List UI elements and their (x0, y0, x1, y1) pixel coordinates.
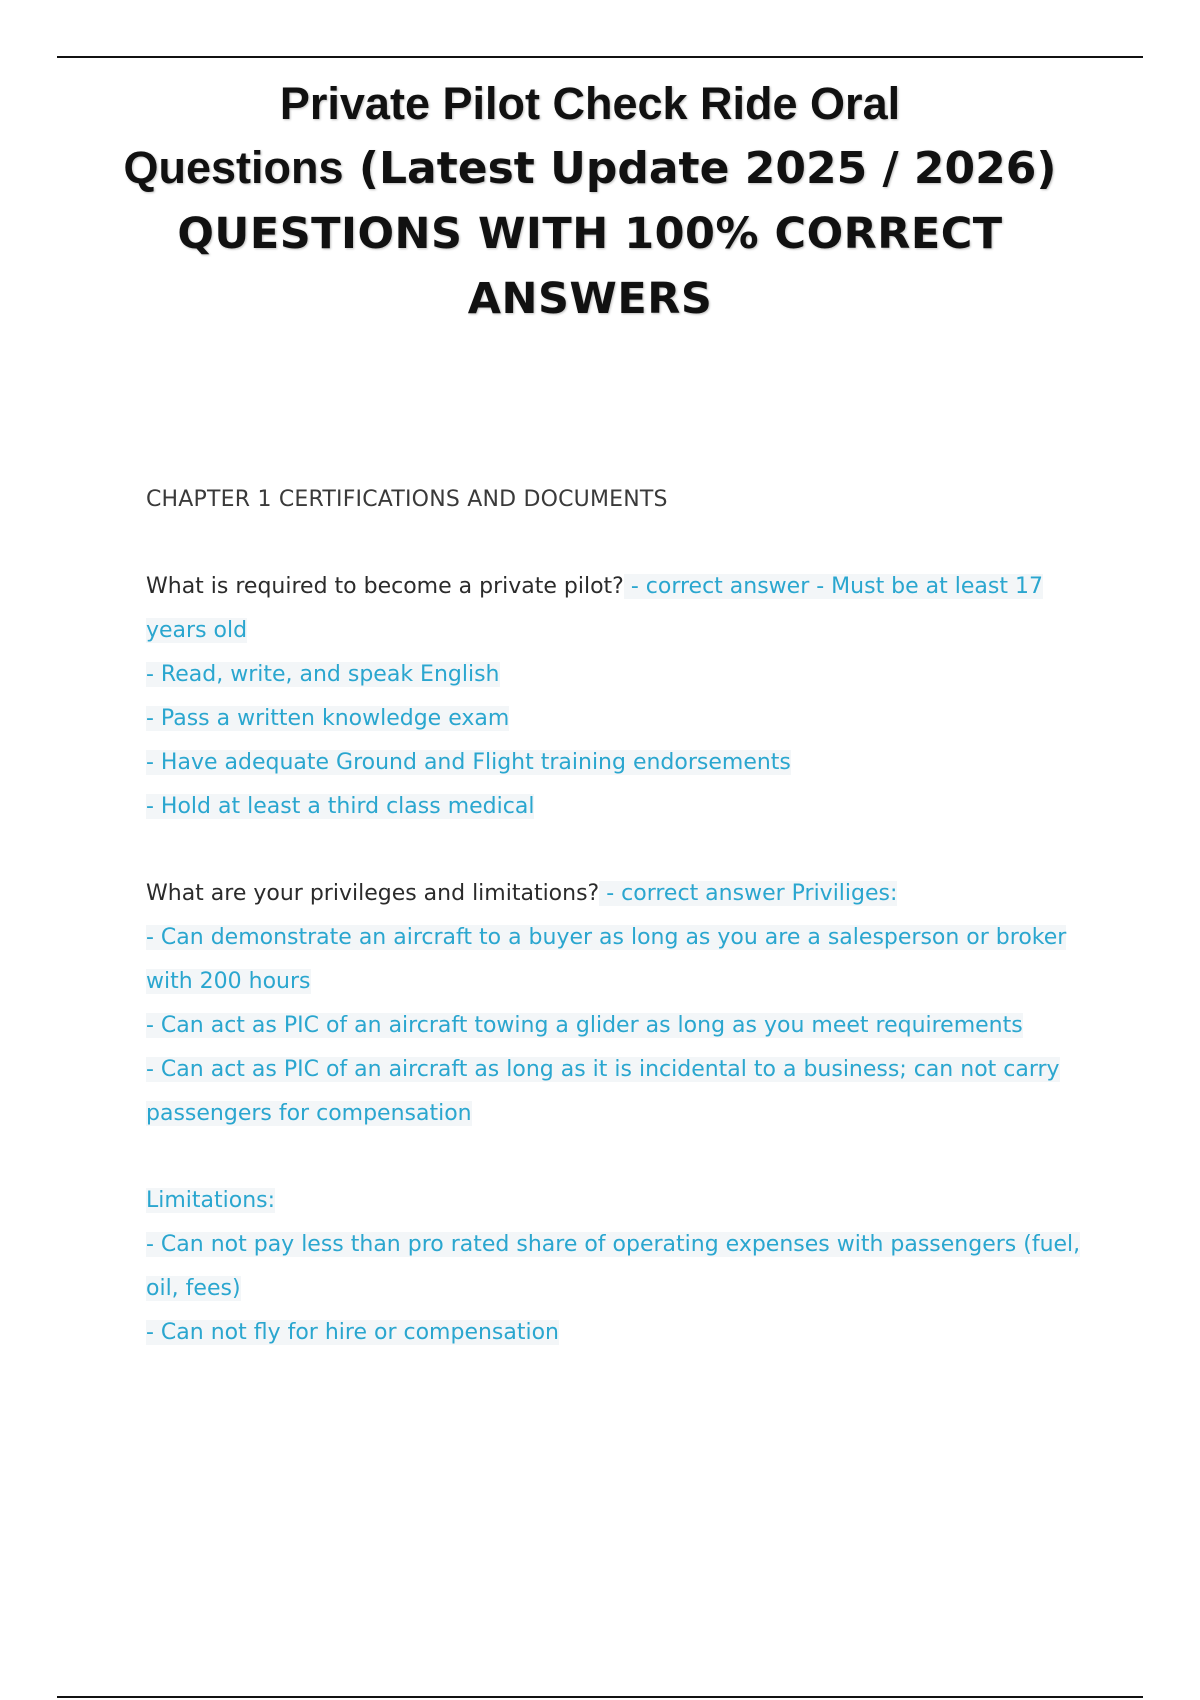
answer-line: - Read, write, and speak English (146, 662, 500, 687)
question-line (146, 565, 1086, 609)
answer-line: oil, fees) (146, 1276, 241, 1301)
answer-line: years old (146, 618, 248, 643)
answer-line: - Pass a written knowledge exam (146, 706, 510, 731)
answer-line: - Can demonstrate an aircraft to a buyer as long as you are a salesperson or broker (146, 925, 1067, 950)
answer-line: - Have adequate Ground and Flight training endorsements (146, 750, 791, 775)
answer-line: passengers for compensation (146, 1101, 472, 1126)
bottom-rule (57, 1696, 1143, 1698)
top-rule (57, 56, 1143, 58)
answer-lead: - correct answer Priviliges: (599, 881, 898, 906)
answer-lead: - correct answer - Must be at least 17 (623, 574, 1043, 599)
chapter-heading: CHAPTER 1 CERTIFICATIONS AND DOCUMENTS (146, 487, 668, 512)
question-text: What are your privileges and limitations? (146, 881, 600, 906)
document-title (110, 72, 1070, 331)
qa-block-privileges (146, 872, 1086, 1136)
limitations-block (146, 1179, 1086, 1355)
limitations-heading-line (146, 1179, 1086, 1223)
answer-line: - Can act as PIC of an aircraft towing a glider as long as you meet requirements (146, 1013, 1023, 1038)
title-line-2b: (Latest Update 2025 / 2026) (343, 143, 1057, 194)
document-body (146, 478, 1086, 1355)
answer-line: - Can not fly for hire or compensation (146, 1320, 560, 1345)
answer-line: - Can act as PIC of an aircraft as long as it is incidental to a business; can not carry (146, 1057, 1060, 1082)
question-line (146, 872, 1086, 916)
limitations-heading: Limitations: (146, 1188, 276, 1213)
title-line-2a: Questions (123, 142, 344, 193)
answer-line: - Hold at least a third class medical (146, 794, 535, 819)
question-text: What is required to become a private pilot? (146, 574, 624, 599)
title-line-3: QUESTIONS WITH 100% CORRECT (177, 209, 1003, 259)
answer-line: with 200 hours (146, 969, 311, 994)
title-line-1: Private Pilot Check Ride Oral (279, 78, 901, 129)
qa-block-requirements (146, 565, 1086, 829)
answer-line: - Can not pay less than pro rated share of operating expenses with passengers (fuel, (146, 1232, 1081, 1257)
title-line-4: ANSWERS (467, 274, 713, 324)
